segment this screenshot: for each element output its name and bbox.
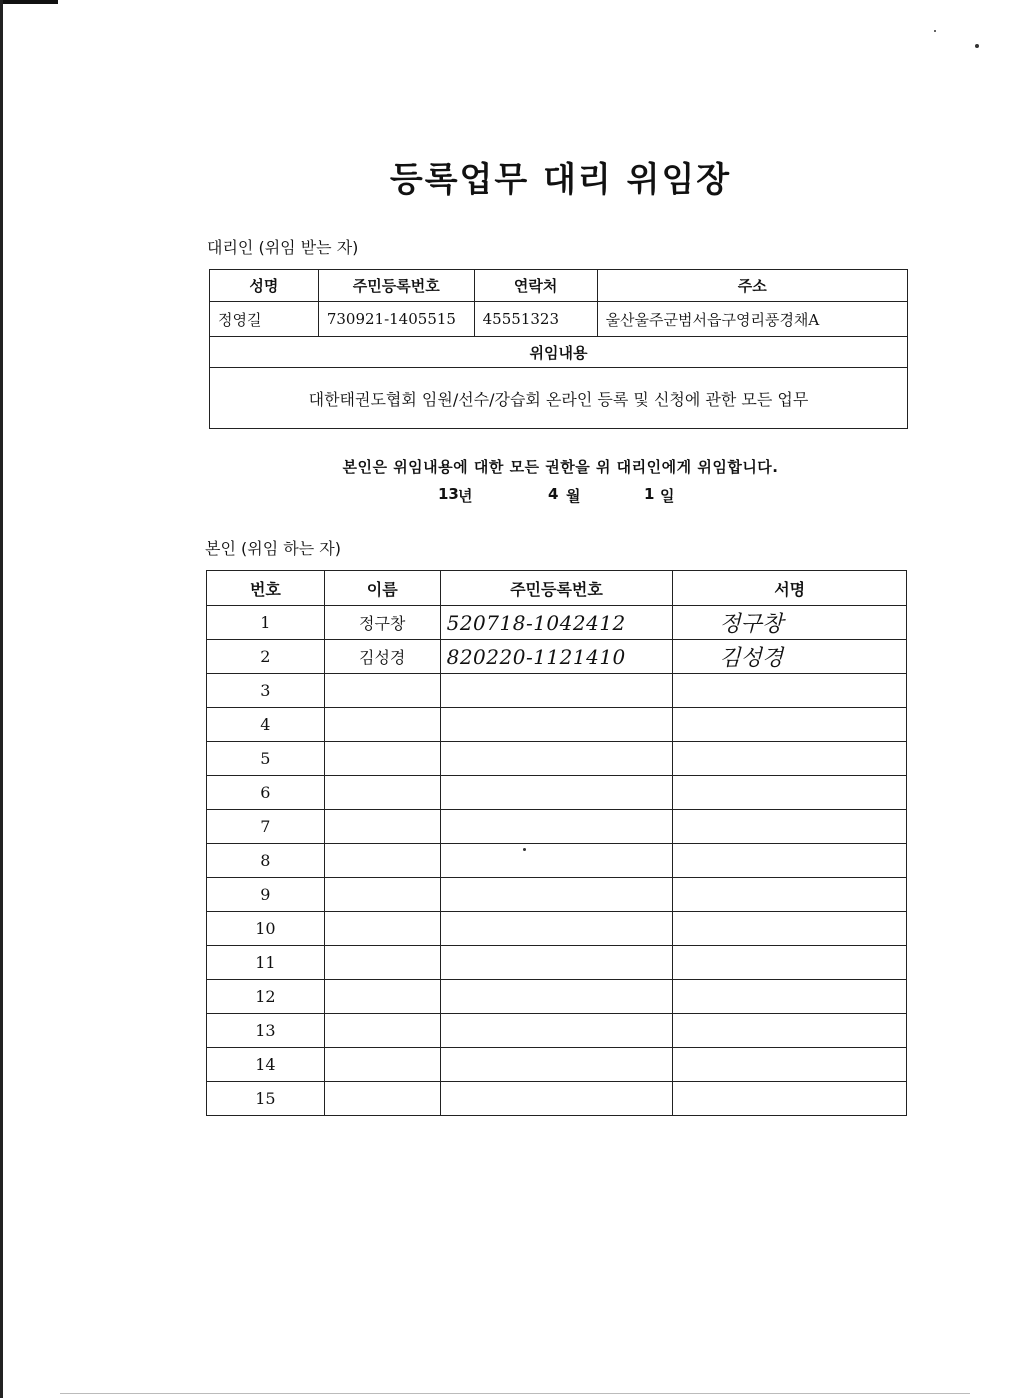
date-year-unit: 년: [458, 487, 473, 505]
table-row: [207, 844, 907, 878]
row-number: 15: [207, 1082, 325, 1116]
table-row: [207, 878, 907, 912]
row-name: [324, 742, 440, 776]
row-signature: 김성경: [673, 640, 907, 674]
document-title: 등록업무 대리 위임장: [389, 160, 732, 200]
row-resident-number: [440, 776, 673, 810]
row-signature: [673, 776, 907, 810]
row-signature: [673, 878, 907, 912]
row-number: 8: [207, 844, 325, 878]
agent-data-row: [210, 302, 908, 337]
scan-edge-line: [0, 0, 3, 1398]
row-number: 3: [207, 674, 325, 708]
row-name: 정구창: [324, 606, 440, 640]
date-line: [438, 485, 675, 506]
row-number: 5: [207, 742, 325, 776]
table-row: [207, 742, 907, 776]
row-number: 6: [207, 776, 325, 810]
header-contact: 연락처: [474, 270, 597, 302]
row-signature: [673, 1048, 907, 1082]
row-number: 4: [207, 708, 325, 742]
row-name: [324, 980, 440, 1014]
row-signature: [673, 946, 907, 980]
header-signature: 서명: [673, 571, 907, 606]
row-resident-number: [440, 844, 673, 878]
row-signature: [673, 708, 907, 742]
row-resident-number: 820220-1121410: [440, 640, 673, 674]
table-row: [207, 674, 907, 708]
table-row: [207, 640, 907, 674]
header-name: 성명: [210, 270, 319, 302]
mandate-header-row: [210, 337, 908, 368]
mandate-header: 위임내용: [210, 337, 908, 368]
date-month: 4: [548, 485, 559, 503]
scan-speck: [975, 44, 979, 48]
row-resident-number: [440, 878, 673, 912]
row-name: [324, 776, 440, 810]
row-signature: 정구창: [673, 606, 907, 640]
row-resident-number: [440, 1082, 673, 1116]
row-resident-number: [440, 946, 673, 980]
row-resident-number: [440, 1014, 673, 1048]
row-number: 9: [207, 878, 325, 912]
row-number: 2: [207, 640, 325, 674]
row-name: [324, 1048, 440, 1082]
row-resident-number: [440, 980, 673, 1014]
agent-table: [209, 269, 908, 429]
header-resident-number: 주민등록번호: [440, 571, 673, 606]
row-number: 1: [207, 606, 325, 640]
row-name: [324, 674, 440, 708]
row-resident-number: [440, 810, 673, 844]
header-address: 주소: [597, 270, 907, 302]
row-resident-number: 520718-1042412: [440, 606, 673, 640]
row-name: [324, 708, 440, 742]
table-row: [207, 776, 907, 810]
row-resident-number: [440, 912, 673, 946]
row-signature: [673, 742, 907, 776]
row-number: 11: [207, 946, 325, 980]
principal-section-label: 본인 (위임 하는 자): [205, 539, 341, 558]
row-signature: [673, 674, 907, 708]
row-resident-number: [440, 1048, 673, 1082]
row-name: [324, 912, 440, 946]
agent-header-row: [210, 270, 908, 302]
date-day: 1: [644, 485, 655, 503]
row-name: 김성경: [324, 640, 440, 674]
delegation-statement: 본인은 위임내용에 대한 모든 권한을 위 대리인에게 위임합니다.: [342, 458, 779, 476]
table-row: [207, 980, 907, 1014]
date-year: 13: [438, 485, 459, 503]
table-row: [207, 946, 907, 980]
row-name: [324, 878, 440, 912]
principal-table: [206, 570, 907, 1116]
row-resident-number: [440, 742, 673, 776]
agent-address: 울산울주군범서읍구영리풍경채A: [597, 302, 907, 337]
scan-speck: [934, 30, 936, 32]
header-name: 이름: [324, 571, 440, 606]
table-row: [207, 606, 907, 640]
mandate-text: 대한태권도협회 임원/선수/강습회 온라인 등록 및 신청에 관한 모든 업무: [210, 368, 908, 429]
agent-name: 정영길: [210, 302, 319, 337]
row-resident-number: [440, 674, 673, 708]
row-name: [324, 844, 440, 878]
row-signature: [673, 810, 907, 844]
scan-bottom-line: [60, 1393, 970, 1394]
row-signature: [673, 1082, 907, 1116]
row-number: 14: [207, 1048, 325, 1082]
scan-corner-mark: [0, 0, 58, 4]
mandate-body-row: [210, 368, 908, 429]
row-number: 7: [207, 810, 325, 844]
table-row: [207, 810, 907, 844]
header-resident-number: 주민등록번호: [318, 270, 474, 302]
row-signature: [673, 844, 907, 878]
table-row: [207, 912, 907, 946]
table-row: [207, 1048, 907, 1082]
row-number: 13: [207, 1014, 325, 1048]
date-day-unit: 일: [660, 487, 675, 505]
principal-header-row: [207, 571, 907, 606]
row-name: [324, 1014, 440, 1048]
row-signature: [673, 1014, 907, 1048]
row-name: [324, 810, 440, 844]
agent-resident-number: 730921-1405515: [318, 302, 474, 337]
date-month-unit: 월: [566, 487, 581, 505]
header-number: 번호: [207, 571, 325, 606]
table-row: [207, 1014, 907, 1048]
table-row: [207, 1082, 907, 1116]
agent-section-label: 대리인 (위임 받는 자): [207, 238, 359, 257]
row-name: [324, 946, 440, 980]
table-row: [207, 708, 907, 742]
row-signature: [673, 980, 907, 1014]
row-number: 10: [207, 912, 325, 946]
agent-contact: 45551323: [474, 302, 597, 337]
row-name: [324, 1082, 440, 1116]
row-signature: [673, 912, 907, 946]
row-number: 12: [207, 980, 325, 1014]
row-resident-number: [440, 708, 673, 742]
